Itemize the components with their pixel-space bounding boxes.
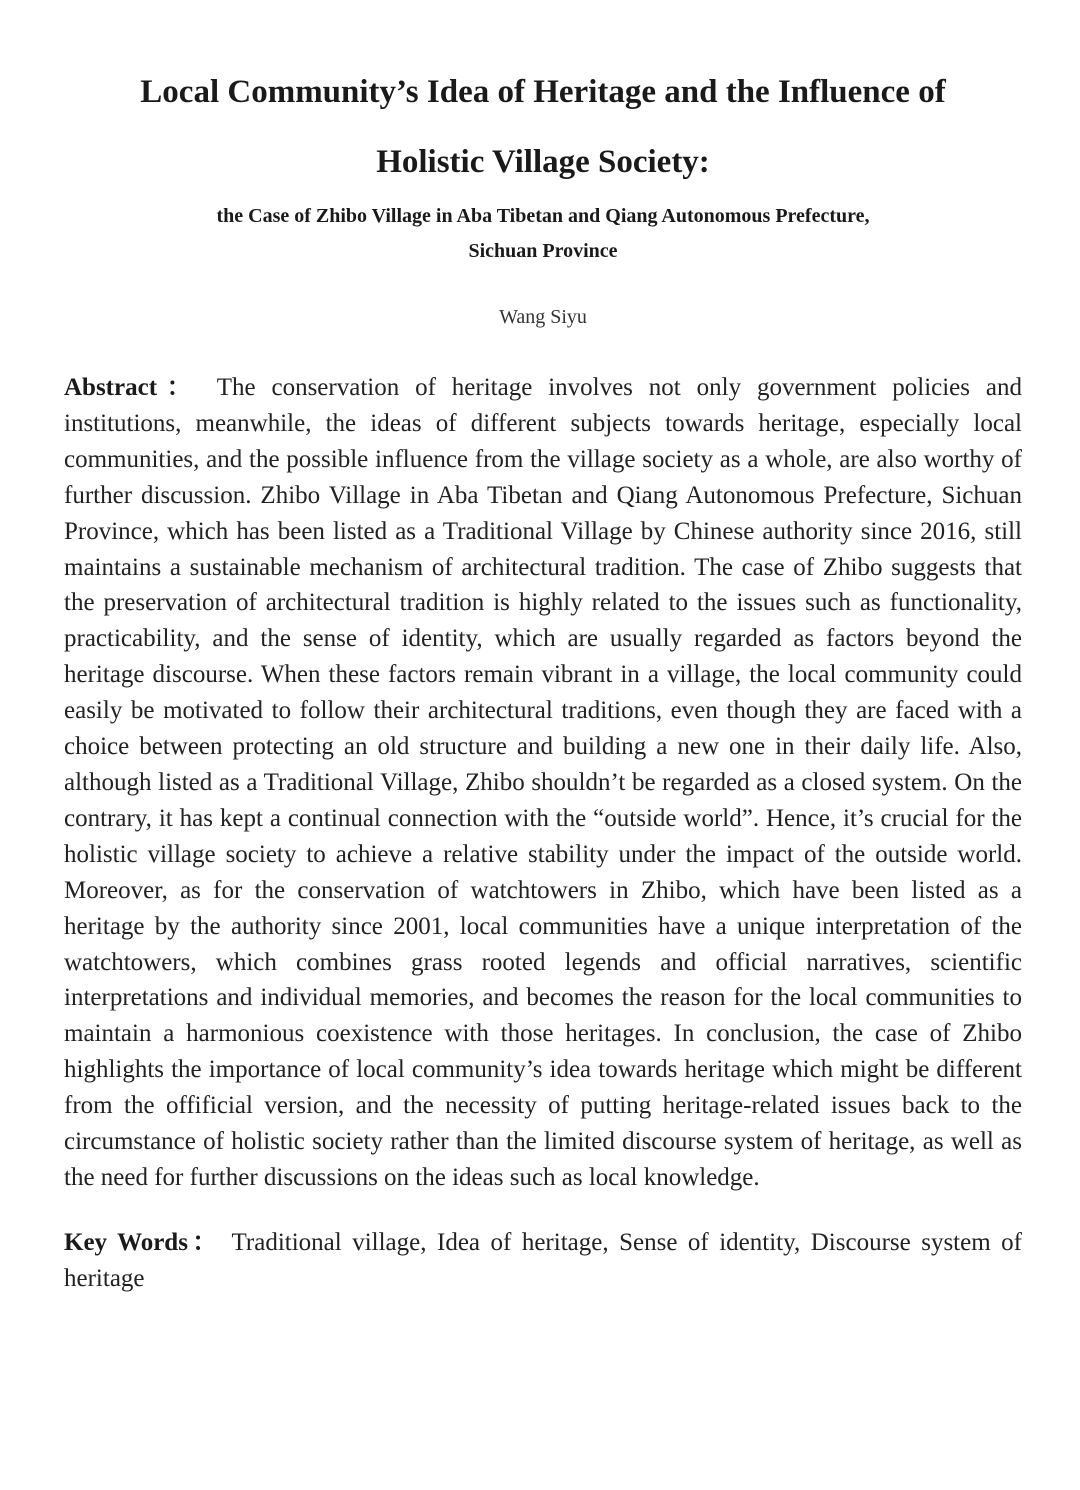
- subtitle-line-2: Sichuan Province: [468, 240, 618, 262]
- abstract-section: [64, 370, 1022, 1196]
- abstract-text: The conservation of heritage involves not only government policies and institutions, meanwhile, the ideas of different subjects towards heritage, especially local communities, and the possible influence from the village society as a whole, are also worthy of further discussion. Zhibo Village in Aba Tibetan and Qiang Autonomous Prefecture, Sichuan Province, which has been listed as a Traditional Village by Chinese authority since 2016, still maintains a sustainable mechanism of architectural tradition. The case of Zhibo suggests that the preservation of architectural tradition is highly related to the issues such as functionality, practicability, and the sense of identity, which are usually regarded as factors beyond the heritage discourse. When these factors remain vibrant in a village, the local community could easily be motivated to follow their architectural traditions, even though they are faced with a choice between protecting an old structure and building a new one in their daily life. Also, although listed as a Traditional Village, Zhibo shouldn’t be regarded as a closed system. On the contrary, it has kept a continual connection with the “outside world”. Hence, it’s crucial for the holistic village society to achieve a relative stability under the impact of the outside world. Moreover, as for the conservation of watchtowers in Zhibo, which have been listed as a heritage by the authority since 2001, local communities have a unique interpretation of the watchtowers, which combines grass rooted legends and official narratives, scientific interpretations and individual memories, and becomes the reason for the local communities to maintain a harmonious coexistence with those heritages. In conclusion, the case of Zhibo highlights the importance of local community’s idea towards heritage which might be different from the offificial version, and the necessity of putting heritage-related issues back to the circumstance of holistic society rather than the limited discourse system of heritage, as well as the need for further discussions on the ideas such as local knowledge.: [64, 374, 1022, 1191]
- title-line-1: Local Community’s Idea of Heritage and the Influence of: [140, 74, 946, 110]
- paper-subtitle: [64, 199, 1022, 269]
- abstract-label: Abstract：: [64, 374, 202, 401]
- keywords-text: Traditional village, Idea of heritage, Sense of identity, Discourse system of heritage: [64, 1228, 1022, 1292]
- keywords-section: [64, 1225, 1022, 1297]
- paper-title: [64, 57, 1022, 197]
- keywords-label: Key Words：: [64, 1228, 222, 1256]
- paper-page: [64, 0, 1022, 1297]
- author-name: Wang Siyu: [499, 306, 587, 328]
- title-line-2: Holistic Village Society:: [376, 144, 710, 180]
- subtitle-line-1: the Case of Zhibo Village in Aba Tibetan and Qiang Autonomous Prefecture,: [216, 205, 870, 227]
